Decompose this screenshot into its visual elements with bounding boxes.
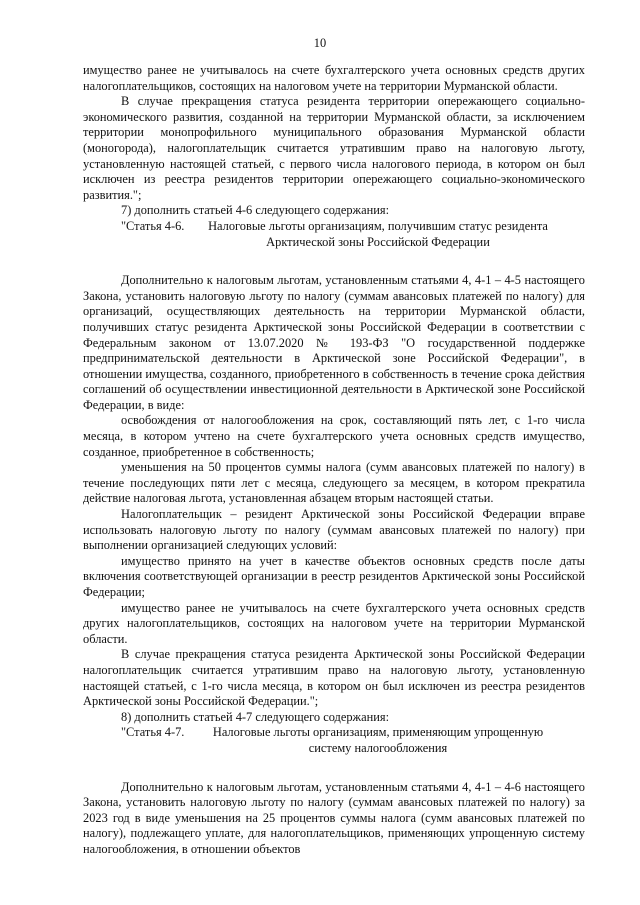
paragraph-spacer [83,250,585,273]
article-heading [83,219,585,250]
article-number: "Статья 4-7. [121,725,185,740]
paragraph: имущество ранее не учитывалось на счете бухгалтерского учета основных средств других налогоплательщиков, состоящих на налоговом учете на территории Мурманской области. [83,600,585,646]
paragraph: Дополнительно к налоговым льготам, установленным статьями 4, 4-1 – 4-5 настоящего Закона, установить налоговую льготу по налогу (суммам авансовых платежей по налогу) для организаций, осуществляющих деятельность на территории Мурманской области, получивших статус резидента Арктической зоны Российской Федерации в соответствии с Федеральным законом от 13.07.2020 № 193-ФЗ "О государственной поддержке предпринимательской деятельности в Арктической зоне Российской Федерации", в отношении имущества, созданного, приобретенного в собственность в течение срока действия соглашений об осуществлении инвестиционной деятельности в Арктической зоне Российской Федерации, в виде: [83,273,585,412]
article-heading [83,725,585,756]
paragraph: Налогоплательщик – резидент Арктической зоны Российской Федерации вправе использовать налоговую льготу по налогу (суммам авансовых платежей по налогу) при выполнении организацией следующих условий: [83,507,585,553]
article-title: Налоговые льготы организациям, получившим статус резидента Арктической зоны Российской Федерации [208,218,548,249]
page-number: 10 [313,36,327,50]
paragraph: 7) дополнить статьей 4-6 следующего содержания: [121,203,390,218]
paragraph: 8) дополнить статьей 4-7 следующего содержания: [121,709,390,724]
paragraph: имущество принято на учет в качестве объектов основных средств после даты включения соответствующей организации в реестр резидентов Арктической зоны Российской Федерации; [83,553,585,599]
paragraph: Дополнительно к налоговым льготам, установленным статьями 4, 4-1 – 4-6 настоящего Закона, установить налоговую льготу по налогу (суммам авансовых платежей по налогу) за 2023 год в виде уменьшения на 25 процентов суммы налога (сумм авансовых платежей по налогу), подлежащего уплате, для налогоплательщиков, применяющих упрощенную систему налогообложения, в отношении объектов [83,779,585,856]
paragraph: имущество ранее не учитывалось на счете бухгалтерского учета основных средств других налогоплательщиков, состоящих на налоговом учете на территории Мурманской области. [83,63,585,93]
article-title: Налоговые льготы организациям, применяющим упрощенную систему налогообложения [212,725,544,755]
paragraph: В случае прекращения статуса резидента Арктической зоны Российской Федерации налогоплательщик считается утратившим право на налоговую льготу, установленную настоящей статьей, с 1-го числа месяца, в котором он был исключен из реестра резидентов Арктической зоны Российской Федерации."; [83,647,585,709]
article-number: "Статья 4-6. [121,218,185,233]
document-body [83,63,585,858]
paragraph: В случае прекращения статуса резидента территории опережающего социально-экономического развития, созданной на территории Мурманской области, за исключением территории монопрофильного муниципального образования Мурманской области (моногорода), налогоплательщик считается утратившим право на налоговую льготу, установленную настоящей статьей, с первого числа налогового периода, в котором он был исключен из реестра резидентов территории опережающего социально-экономического развития."; [83,94,585,202]
paragraph: уменьшения на 50 процентов суммы налога (сумм авансовых платежей по налогу) в течение последующих пяти лет с месяца, следующего за месяцем, в котором прекратила действие налоговая льгота, установленная абзацем вторым настоящей статьи. [83,460,585,506]
paragraph: освобождения от налогообложения на срок, составляющий пять лет, с 1-го числа месяца, в котором учтено на счете бухгалтерского учета основных средств имущество, созданное, приобретенное в собственность; [83,413,585,459]
paragraph-spacer [83,757,585,780]
